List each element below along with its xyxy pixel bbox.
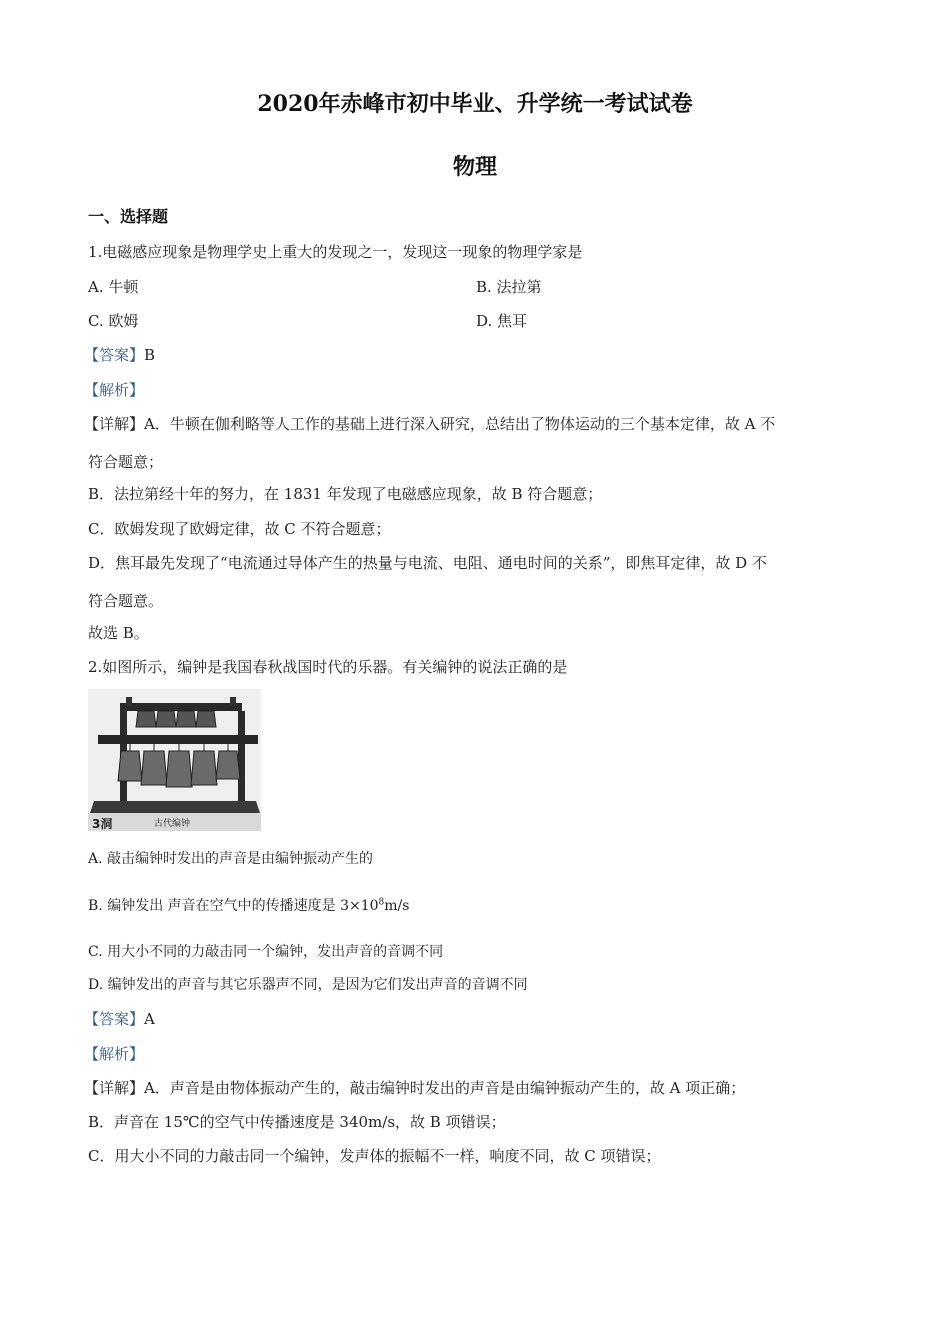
- q1-detail-d-cont: 符合题意。: [88, 592, 164, 610]
- q1-detail-c: C．欧姆发现了欧姆定律，故 C 不符合题意；: [88, 520, 391, 538]
- q1-analysis-tag: 【解析】: [84, 381, 145, 399]
- q2-detail-c: C．用大小不同的力敲击同一个编钟，发声体的振幅不一样，响度不同，故 C 项错误；: [88, 1147, 661, 1165]
- q2-option-a: A. 敲击编钟时发出的声音是由编钟振动产生的: [88, 851, 374, 867]
- q1-stem: 1.电磁感应现象是物理学史上重大的发现之一，发现这一现象的物理学家是: [88, 243, 583, 261]
- q1-option-a: A. 牛顿: [88, 278, 139, 296]
- q1-option-b: B. 法拉第: [476, 278, 542, 296]
- section-heading: 一、选择题: [88, 207, 169, 226]
- q1-detail-a: 【详解】A．牛顿在伽利略等人工作的基础上进行深入研究，总结出了物体运动的三个基本定律，故 A 不: [84, 415, 776, 433]
- q2-answer: [84, 1009, 155, 1029]
- q2-detail-b: B．声音在 15℃的空气中传播速度是 340m/s，故 B 项错误；: [88, 1113, 506, 1131]
- q2-option-c: C. 用大小不同的力敲击同一个编钟，发出声音的音调不同: [88, 944, 444, 960]
- q1-conclusion: 故选 B。: [88, 624, 149, 642]
- q1-detail-a-cont: 符合题意；: [88, 453, 164, 471]
- subject-title: 物理: [452, 154, 497, 180]
- q1-option-c: C. 欧姆: [88, 312, 139, 330]
- figure-label: 3洞: [92, 817, 113, 831]
- bianzhong-figure: [88, 689, 261, 831]
- q1-answer: [84, 345, 155, 365]
- detail-tag: 【详解】: [84, 1079, 145, 1097]
- detail-tag: 【详解】: [84, 415, 145, 433]
- answer-tag: 【答案】: [84, 1010, 145, 1028]
- answer-value: A: [144, 1010, 155, 1028]
- q1-option-d: D. 焦耳: [476, 312, 528, 330]
- answer-tag: 【答案】: [84, 346, 145, 364]
- q2-option-b: B. 编钟发出 声音在空气中的传播速度是 $3\times 10^8m/s$: [88, 897, 410, 914]
- q2-detail-a: 【详解】A．声音是由物体振动产生的，敲击编钟时发出的声音是由编钟振动产生的，故 A 项正确；: [84, 1079, 746, 1097]
- bianzhong-illustration: [88, 689, 261, 831]
- exam-title: 2020年赤峰市初中毕业、升学统一考试试卷: [257, 91, 693, 117]
- q2-option-d: D. 编钟发出的声音与其它乐器声不同，是因为它们发出声音的音调不同: [88, 977, 528, 993]
- figure-caption: 古代编钟: [154, 819, 191, 829]
- q1-detail-d: D．焦耳最先发现了“电流通过导体产生的热量与电流、电阻、通电时间的关系”，即焦耳定律，故 D 不: [88, 554, 767, 572]
- q2-stem: 2.如图所示，编钟是我国春秋战国时代的乐器。有关编钟的说法正确的是: [88, 658, 568, 676]
- q1-detail-b: B．法拉第经十年的努力，在 1831 年发现了电磁感应现象，故 B 符合题意；: [88, 485, 603, 503]
- q2-analysis-tag: 【解析】: [84, 1045, 145, 1063]
- answer-value: B: [144, 346, 156, 364]
